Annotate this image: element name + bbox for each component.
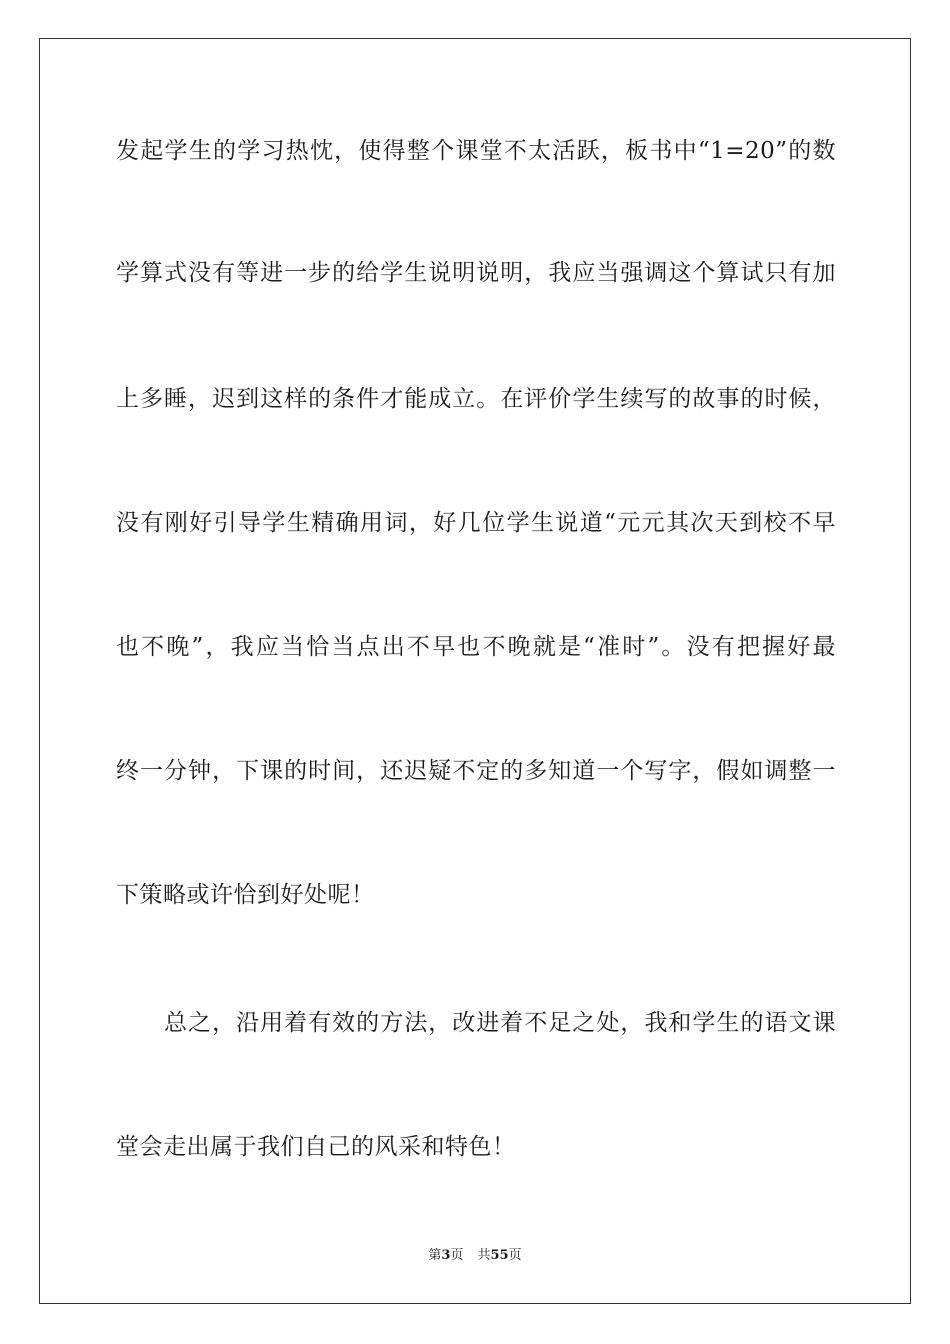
- text-line-3: 上多睡，迟到这样的条件才能成立。在评价学生续写的故事的时候，: [116, 386, 836, 412]
- text-line-1: 发起学生的学习热忱，使得整个课堂不太活跃，板书中“1=20”的数: [116, 138, 836, 164]
- total-pages: 55: [490, 1248, 509, 1263]
- page-footer: [0, 1248, 950, 1264]
- text-line-9: 堂会走出属于我们自己的风采和特色！: [116, 1134, 516, 1160]
- text-line-4: 没有刚好引导学生精确用词，好几位学生说道“元元其次天到校不早: [116, 510, 836, 536]
- text-line-7: 下策略或许恰到好处呢！: [116, 882, 375, 908]
- text-line-5: 也不晚”，我应当恰当点出不早也不晚就是“准时”。没有把握好最: [116, 634, 836, 660]
- text-line-2: 学算式没有等进一步的给学生说明说明，我应当强调这个算试只有加: [116, 260, 836, 286]
- total-label-suffix: 页: [508, 1248, 522, 1263]
- page-border: [39, 38, 911, 1304]
- text-line-6: 终一分钟，下课的时间，还迟疑不定的多知道一个写字，假如调整一: [116, 758, 836, 784]
- text-line-8: 总之，沿用着有效的方法，改进着不足之处，我和学生的语文课: [116, 1010, 836, 1036]
- page-number: 3: [441, 1248, 451, 1263]
- total-label-prefix: 共: [477, 1248, 491, 1263]
- page-label-prefix: 第: [428, 1248, 442, 1263]
- page-label-suffix: 页: [450, 1248, 464, 1263]
